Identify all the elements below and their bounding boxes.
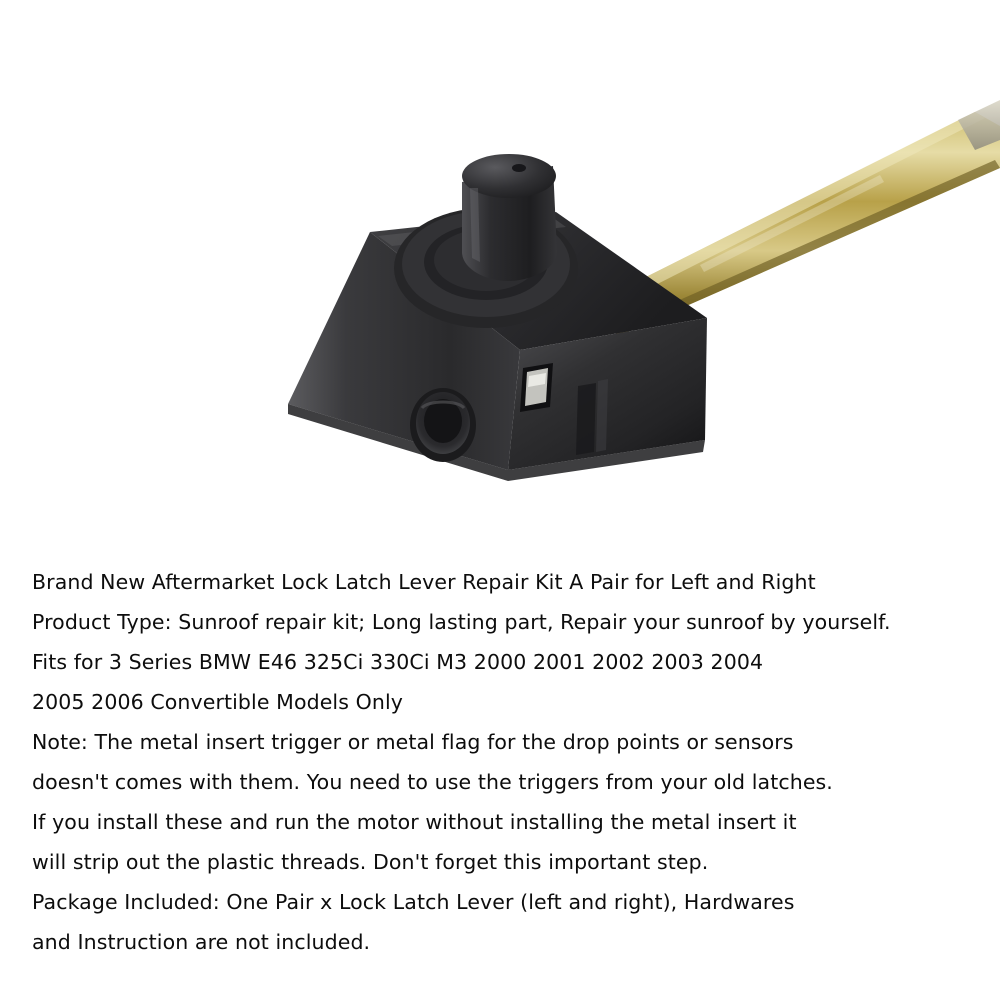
description-line: If you install these and run the motor without installing the metal insert it	[32, 810, 797, 834]
description-line: doesn't comes with them. You need to use the triggers from your old latches.	[32, 770, 833, 794]
description-line: 2005 2006 Convertible Models Only	[32, 690, 403, 714]
description-line: will strip out the plastic threads. Don't forget this important step.	[32, 850, 709, 874]
description-line: Fits for 3 Series BMW E46 325Ci 330Ci M3 2000 2001 2002 2003 2004	[32, 650, 764, 674]
description-line: Product Type: Sunroof repair kit; Long lasting part, Repair your sunroof by yourself.	[32, 610, 891, 634]
threaded-hole-icon	[410, 388, 476, 462]
product-description	[32, 562, 962, 962]
description-line: Package Included: One Pair x Lock Latch Lever (left and right), Hardwares	[32, 890, 795, 914]
description-line: Note: The metal insert trigger or metal flag for the drop points or sensors	[32, 730, 794, 754]
description-line: Brand New Aftermarket Lock Latch Lever Repair Kit A Pair for Left and Right	[32, 570, 816, 594]
description-line: and Instruction are not included.	[32, 930, 371, 954]
pivot-post-icon	[462, 154, 557, 281]
metal-insert-slot-icon	[520, 363, 553, 412]
body-rib-icon	[576, 379, 608, 455]
